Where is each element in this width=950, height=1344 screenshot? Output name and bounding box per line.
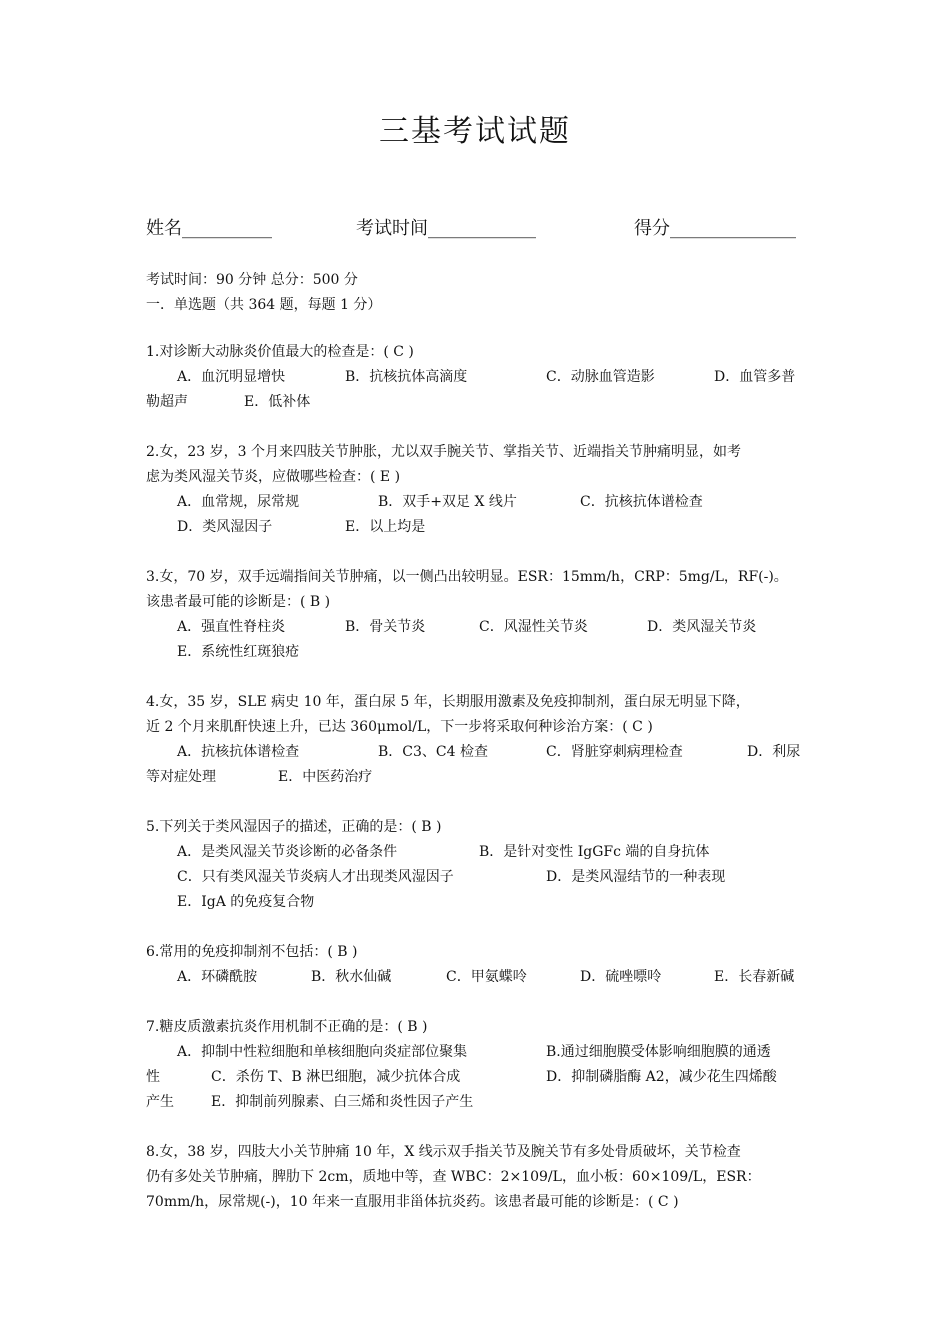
question-1-option-b: B．抗核抗体高滴度 <box>345 369 468 385</box>
question-4-stem-cont: 近 2 个月来肌酐快速上升，已达 360μmol/L，下一步将采取何种诊治方案：( C ) <box>146 719 653 735</box>
question-8-stem-cont-1: 仍有多处关节肿痛，脾肋下 2cm，质地中等，查 WBC：2×109/L，血小板：60×109/L，ESR： <box>146 1169 761 1185</box>
question-4-option-c: C．肾脏穿刺病理检查 <box>546 744 683 760</box>
question-7-option-a: A．抑制中性粒细胞和单核细胞向炎症部位聚集 <box>177 1044 468 1060</box>
question-1-option-a: A．血沉明显增快 <box>177 369 286 385</box>
question-4-option-d: D．利尿 <box>747 744 801 760</box>
question-7-option-d-cont: 产生 <box>146 1094 174 1110</box>
question-6-option-c: C．甲氨蝶呤 <box>446 969 527 985</box>
question-5-stem: 5.下列关于类风湿因子的描述，正确的是：( B ) <box>146 819 442 835</box>
question-3-option-c: C．风湿性关节炎 <box>479 619 588 635</box>
question-2-option-d: D．类风湿因子 <box>177 519 273 535</box>
exam-duration: 考试时间：90 分钟 总分：500 分 <box>146 272 358 288</box>
question-2-option-c: C．抗核抗体谱检查 <box>580 494 703 510</box>
question-5-option-b: B．是针对变性 IgGFc 端的自身抗体 <box>479 844 710 860</box>
score-field: 得分______________ <box>634 218 796 239</box>
question-5-option-c: C．只有类风湿关节炎病人才出现类风湿因子 <box>177 869 454 885</box>
question-5-option-d: D．是类风湿结节的一种表现 <box>546 869 726 885</box>
question-6-option-d: D．硫唑嘌呤 <box>580 969 662 985</box>
question-8-stem: 8.女，38 岁，四肢大小关节肿痛 10 年，X 线示双手指关节及腕关节有多处骨质破坏，关节检查 <box>146 1144 741 1160</box>
question-7-option-b: B.通过细胞膜受体影响细胞膜的通透 <box>546 1044 771 1060</box>
question-7-option-d: D．抑制磷脂酶 A2，减少花生四烯酸 <box>546 1069 777 1085</box>
question-2-option-b: B．双手+双足 X 线片 <box>378 494 517 510</box>
question-1-option-c: C．动脉血管造影 <box>546 369 655 385</box>
question-7-option-c: C．杀伤 T、B 淋巴细胞，减少抗体合成 <box>211 1069 461 1085</box>
question-7-option-e: E．抑制前列腺素、白三烯和炎性因子产生 <box>211 1094 474 1110</box>
question-6-stem: 6.常用的免疫抑制剂不包括：( B ) <box>146 944 358 960</box>
question-7-stem: 7.糖皮质激素抗炎作用机制不正确的是：( B ) <box>146 1019 428 1035</box>
question-3-stem: 3.女，70 岁，双手远端指间关节肿痛，以一侧凸出较明显。ESR：15mm/h，CRP：5mg/L，RF(-)。 <box>146 569 788 585</box>
question-6-option-a: A．环磷酰胺 <box>177 969 258 985</box>
question-2-stem: 2.女，23 岁，3 个月来四肢关节肿胀，尤以双手腕关节、掌指关节、近端指关节肿痛明显，如考 <box>146 444 741 460</box>
question-5-option-a: A．是类风湿关节炎诊断的必备条件 <box>177 844 398 860</box>
question-8-stem-cont-2: 70mm/h，尿常规(-)，10 年来一直服用非甾体抗炎药。该患者最可能的诊断是：( C ) <box>146 1194 679 1210</box>
question-1-option-d-cont: 勒超声 <box>146 394 188 410</box>
question-4-option-a: A．抗核抗体谱检查 <box>177 744 300 760</box>
question-6-option-e: E．长春新碱 <box>714 969 795 985</box>
question-6-option-b: B．秋水仙碱 <box>311 969 392 985</box>
question-3-option-b: B．骨关节炎 <box>345 619 426 635</box>
question-4-stem: 4.女，35 岁，SLE 病史 10 年，蛋白尿 5 年，长期服用激素及免疫抑制剂，蛋白尿无明显下降， <box>146 694 750 710</box>
question-1-option-d: D．血管多普 <box>714 369 796 385</box>
question-5-option-e: E．IgA 的免疫复合物 <box>177 894 315 910</box>
exam-time-field: 考试时间____________ <box>356 218 536 239</box>
question-1-option-e: E．低补体 <box>244 394 311 410</box>
question-3-stem-cont: 该患者最可能的诊断是：( B ) <box>146 594 331 610</box>
page-title: 三基考试试题 <box>379 114 571 149</box>
question-4-option-d-cont: 等对症处理 <box>146 769 216 785</box>
name-field: 姓名__________ <box>146 218 272 239</box>
question-3-option-e: E．系统性红斑狼疮 <box>177 644 300 660</box>
question-1-stem: 1.对诊断大动脉炎价值最大的检查是：( C ) <box>146 344 414 360</box>
section-heading: 一．单选题（共 364 题，每题 1 分） <box>146 297 382 313</box>
question-2-option-e: E．以上均是 <box>345 519 426 535</box>
question-3-option-a: A．强直性脊柱炎 <box>177 619 286 635</box>
question-4-option-e: E．中医药治疗 <box>278 769 373 785</box>
question-3-option-d: D．类风湿关节炎 <box>647 619 757 635</box>
question-7-option-b-cont: 性 <box>146 1069 160 1085</box>
question-2-stem-cont: 虑为类风湿关节炎，应做哪些检查：( E ) <box>146 469 401 485</box>
question-2-option-a: A．血常规，尿常规 <box>177 494 300 510</box>
question-4-option-b: B．C3、C4 检查 <box>378 744 488 760</box>
